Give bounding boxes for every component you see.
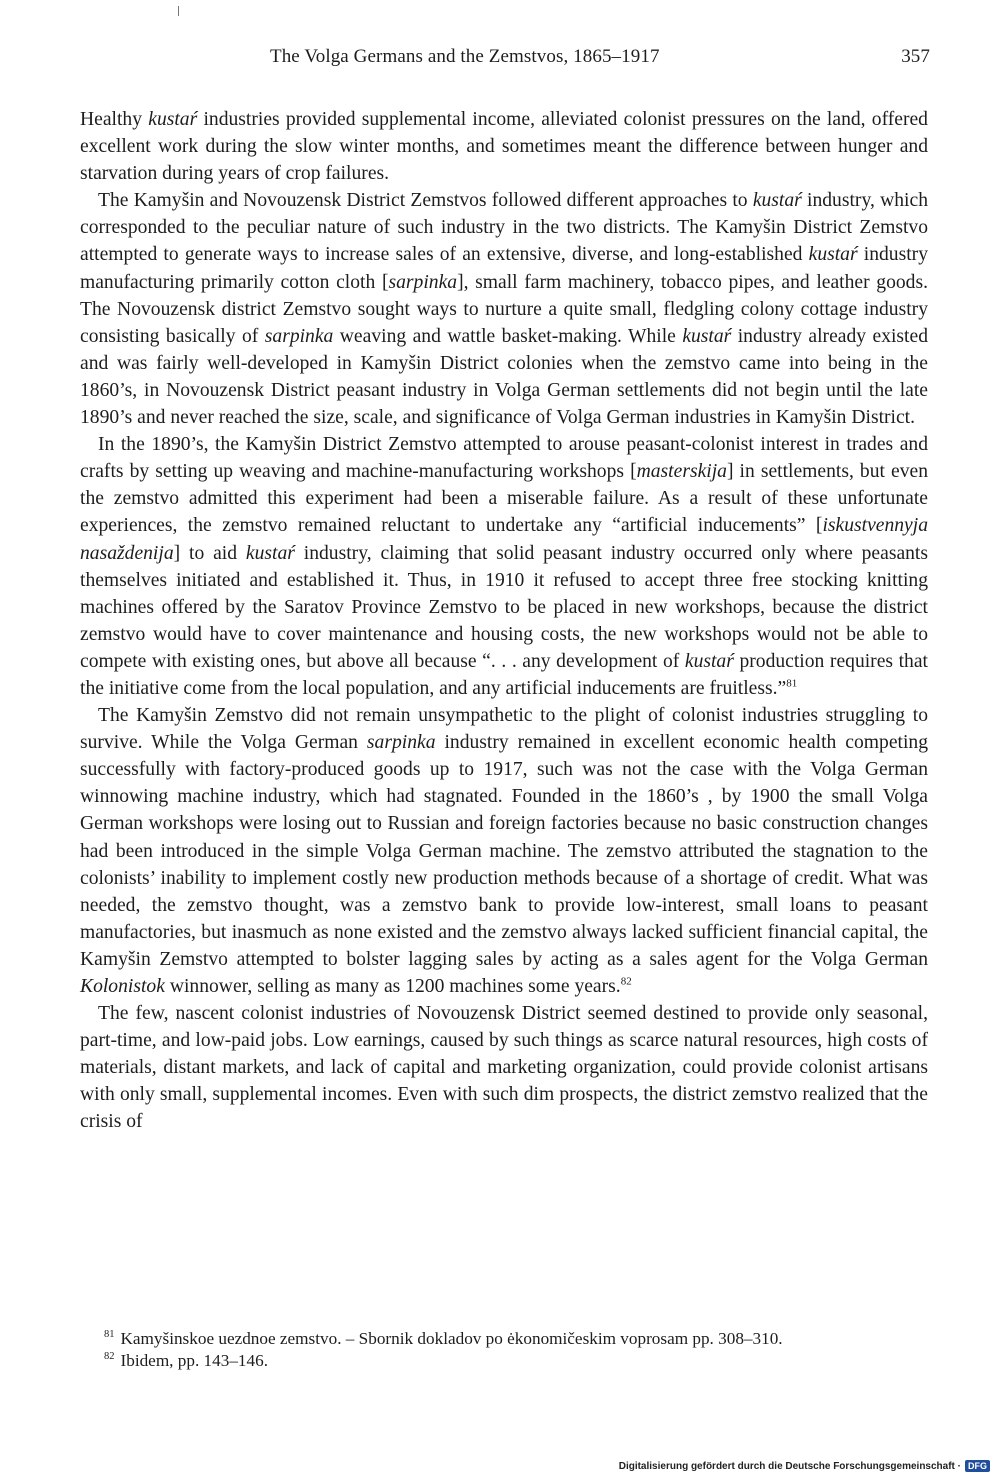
footnote-text: Kamyšinskoe uezdnoe zemstvo. – Sbornik dokladov po ėkonomičeskim voprosam pp. 308–310. <box>120 1329 783 1348</box>
paragraph <box>80 431 928 702</box>
italic-term: kustaŕ <box>808 244 858 266</box>
italic-term: sarpinka <box>366 732 436 754</box>
text-run: industries provided supplemental income, alleviated colonist pressures on the land, offered excellent work during the slow winter months, and sometimes meant the difference between hunger and starvation during years of crop failures. <box>80 109 928 185</box>
text-run: The few, nascent colonist industries of Novouzensk District seemed destined to provide only seasonal, part-time, and low-paid jobs. Low earnings, caused by such things as scarce natural resources, high costs of materials, distant markets, and lack of capital and marketing organization, could provide colonist artisans with only small, supplemental incomes. Even with such dim prospects, the district zemstvo realized that the crisis of <box>80 1003 928 1133</box>
footnote-mark: 82 <box>104 1351 115 1363</box>
text-run: industry remained in excellent economic health competing successfully with factory-produced goods up to 1917, such was not the case with the Volga German winnowing machine industry, which had stagnated. Founded in the 1860’s , by 1900 the small Volga German workshops were losing out to Russian and foreign factories because no basic construction changes had been introduced in the simple Volga German machine. The zemstvo attributed the stagnation to the colonists’ inability to implement costly new production methods because of a shortage of credit. What was needed, the zemstvo thought, was a zemstvo bank to provide low-interest, small loans to peasant manufactories, but inasmuch as none existed and the zemstvo always lacked sufficient financial capital, the Kamyšin Zemstvo attempted to bolster lagging sales by acting as a sales agent for the Volga German <box>80 732 928 970</box>
paragraph <box>80 702 928 1000</box>
italic-term: kustaŕ <box>684 650 734 672</box>
paragraph <box>80 187 928 431</box>
italic-term: kustaŕ <box>752 190 802 212</box>
digitization-credit <box>619 1458 990 1474</box>
text-run: ] to aid <box>173 542 246 564</box>
paragraph <box>80 106 928 187</box>
text-run: ], small farm machinery, tobacco pipes, and leather goods. The Novouzensk district Zemstvo sought ways to nurture a quite small, fledgling colony cottage industry consisting basically of <box>80 271 928 347</box>
text-run: winnower, selling as many as 1200 machines some years. <box>164 976 621 997</box>
text-run: industry, claiming that solid peasant industry occurred only where peasants themselves initiated and established it. Thus, in 1910 it refused to accept three free stocking knitting machines offered by the Saratov Province Zemstvo to be placed in new workshops, because the district zemstvo would have to cover maintenance and housing costs, the new workshops would not be able to compete with existing ones, but above all because “. . . any development of <box>80 542 928 672</box>
italic-term: kustaŕ <box>148 109 198 130</box>
text-run: industry already existed and was fairly well-developed in Kamyšin District colonies when the zemstvo came into being in the 1860’s, in Novouzensk District peasant industry in Volga German settlements did not begin until the late 1890’s and never reached the size, scale, and significance of Volga German industries in Kamyšin District. <box>80 325 928 429</box>
italic-term: kustaŕ <box>245 542 295 564</box>
running-title: The Volga Germans and the Zemstvos, 1865–1917 <box>270 46 660 67</box>
text-run: production requires that the initiative come from the local population, and any artificial inducements are fruitless.” <box>80 650 928 699</box>
text-run: industry, which corresponded to the peculiar nature of such industry in the two districts. The Kamyšin District Zemstvo attempted to generate ways to increase sales of an extensive, diverse, and long-established <box>80 190 928 266</box>
text-run: weaving and wattle basket-making. While <box>333 325 683 347</box>
footnote <box>80 1350 940 1372</box>
text-run: The Kamyšin and Novouzensk District Zemstvos followed different approaches to <box>98 190 753 212</box>
scan-mark <box>178 6 179 16</box>
text-run: The Kamyšin Zemstvo did not remain unsympathetic to the plight of colonist industries struggling to survive. While the Volga German <box>80 705 928 754</box>
italic-term: iskustvennyja nasaždenija <box>80 515 928 564</box>
italic-term: masterskija <box>636 461 727 483</box>
running-header <box>270 46 930 76</box>
credit-text: Digitalisierung gefördert durch die Deutsche Forschungsgemeinschaft · <box>618 1460 961 1472</box>
text-run: ] in settlements, but even the zemstvo admitted this experiment had been a miserable failure. As a result of these unfortunate experiences, the zemstvo remained reluctant to undertake any “artificial inducements” [ <box>80 461 928 537</box>
italic-term: kustaŕ <box>682 325 732 347</box>
italic-term: sarpinka <box>264 325 334 347</box>
footnote-reference: 82 <box>620 975 632 988</box>
text-run: In the 1890’s, the Kamyšin District Zemstvo attempted to arouse peasant-colonist interest in trades and crafts by setting up weaving and machine-manufacturing workshops [ <box>80 434 928 483</box>
italic-term: sarpinka <box>388 271 458 293</box>
footnotes <box>80 1328 940 1372</box>
text-run: Healthy <box>80 109 149 130</box>
page-number: 357 <box>901 46 930 67</box>
paragraph <box>80 1000 928 1135</box>
footnote-text: Ibidem, pp. 143–146. <box>120 1351 269 1370</box>
footnote-mark: 81 <box>104 1329 115 1341</box>
italic-term: Kolonistok <box>80 976 165 997</box>
text-run: industry manufacturing primarily cotton cloth [ <box>80 244 928 293</box>
body-text <box>80 106 928 1136</box>
dfg-logo: DFG <box>965 1460 990 1472</box>
footnote-reference: 81 <box>786 677 798 690</box>
footnote <box>80 1328 940 1350</box>
